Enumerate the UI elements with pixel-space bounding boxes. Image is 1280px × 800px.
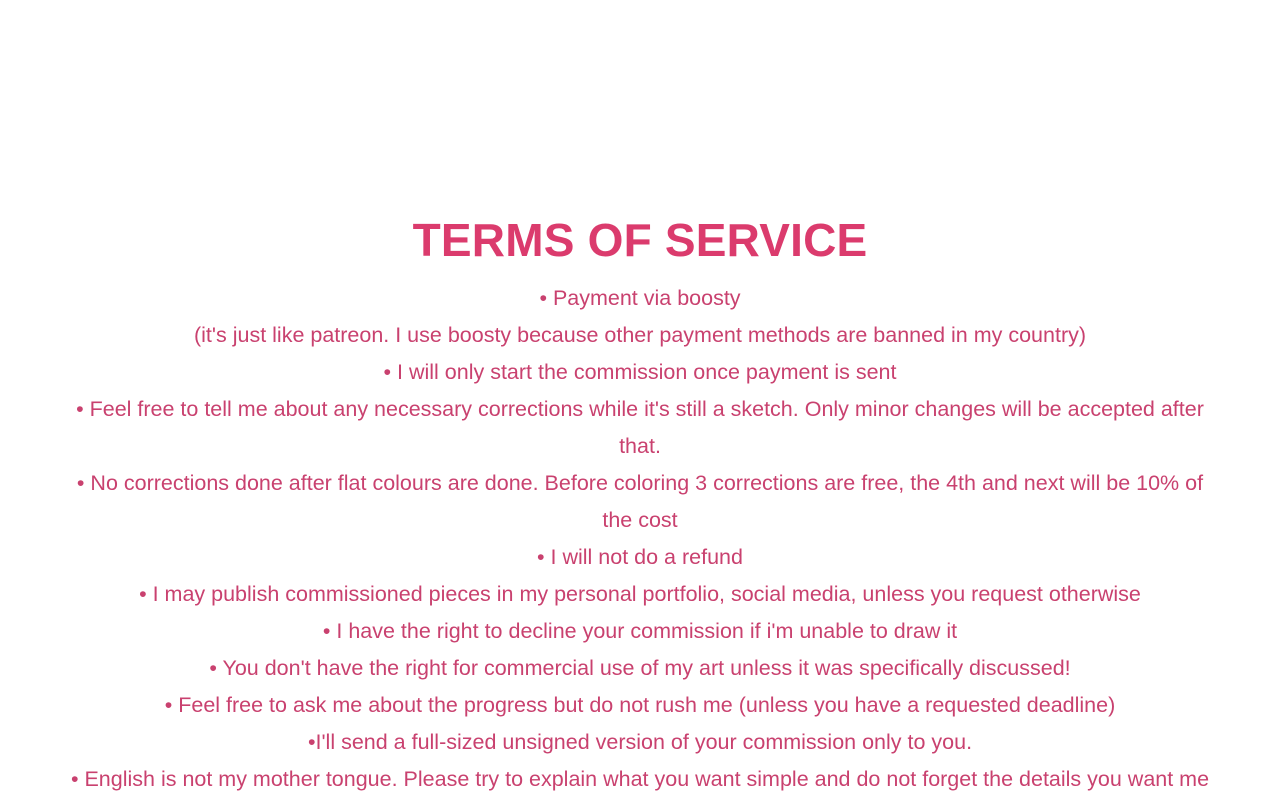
term-decline-right: • I have the right to decline your commission if i'm unable to draw it [322, 619, 958, 643]
term-language: • English is not my mother tongue. Please try to explain what you want simple and do not forget the details you want me [70, 767, 1210, 791]
term-progress: • Feel free to ask me about the progress but do not rush me (unless you have a requested deadline) [164, 693, 1116, 717]
term-color-corrections: • No corrections done after flat colours are done. Before coloring 3 corrections are free, the 4th and next will be 10% of the cost [76, 471, 1204, 532]
page-title: TERMS OF SERVICE [412, 214, 868, 266]
term-commercial-use: • You don't have the right for commercial use of my art unless it was specifically discussed! [209, 656, 1071, 680]
terms-of-service-section [60, 214, 1220, 798]
term-publishing: • I may publish commissioned pieces in my personal portfolio, social media, unless you request otherwise [139, 582, 1141, 606]
term-unsigned-version: •I'll send a full-sized unsigned version of your commission only to you. [307, 730, 973, 754]
term-sketch-corrections: • Feel free to tell me about any necessary corrections while it's still a sketch. Only minor changes will be accepted after that. [76, 397, 1204, 458]
terms-list [60, 280, 1220, 798]
term-payment-method: • Payment via boosty [539, 286, 741, 310]
term-no-refund: • I will not do a refund [537, 545, 743, 569]
term-payment-note: (it's just like patreon. I use boosty because other payment methods are banned in my country) [193, 323, 1087, 347]
term-payment-first: • I will only start the commission once payment is sent [383, 360, 897, 384]
